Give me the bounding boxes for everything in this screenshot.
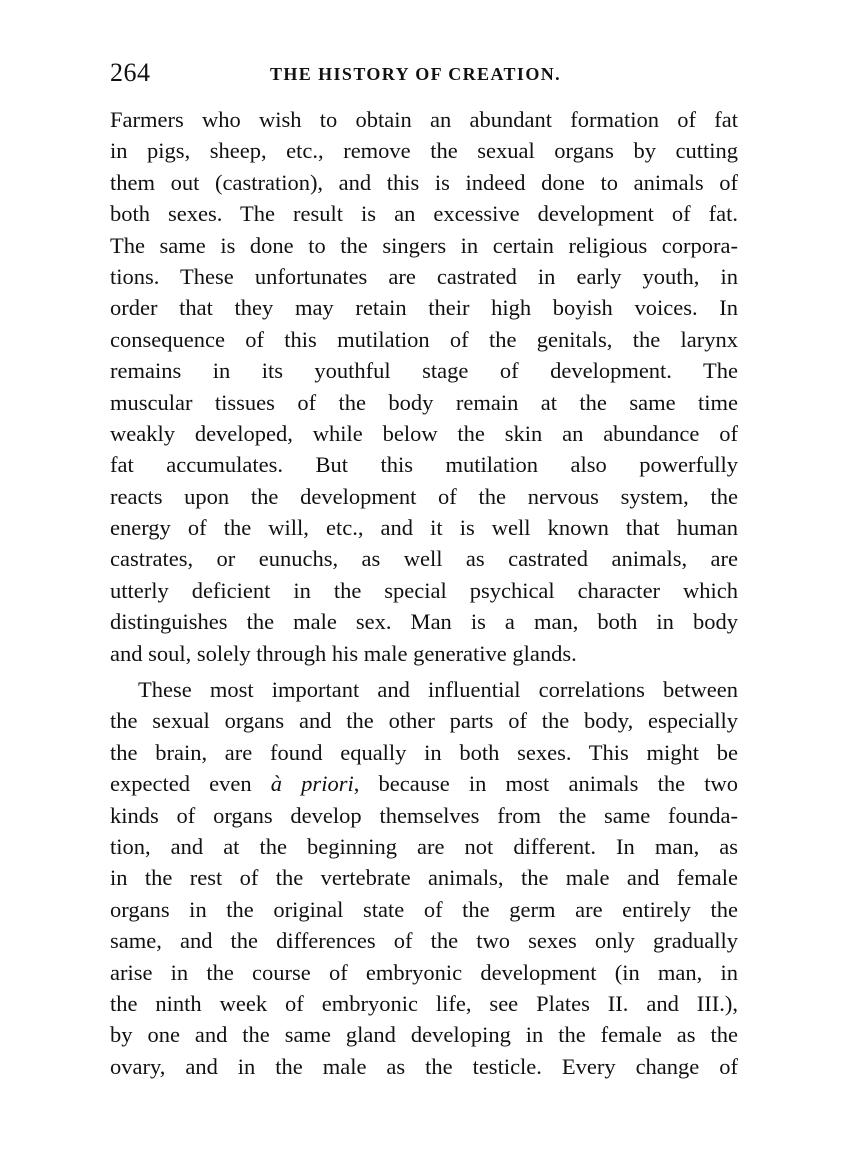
text-line: utterly deficient in the special psychical character which: [110, 577, 738, 603]
text-line: the ninth week of embryonic life, see Plates II. and III.),: [110, 990, 738, 1016]
text-line: ovary, and in the male as the testicle. Every change of: [110, 1053, 738, 1079]
text-line: These most important and influential correlations between: [138, 677, 738, 703]
page-number: 264: [110, 58, 151, 87]
text-line: tions. These unfortunates are castrated in early youth, in: [110, 263, 738, 289]
text-line: organs in the original state of the germ are entirely the: [110, 896, 738, 922]
text-line: fat accumulates. But this mutilation also powerfully: [110, 452, 738, 478]
text-line: castrates, or eunuchs, as well as castrated animals, are: [110, 546, 738, 572]
text-line: energy of the will, etc., and it is well known that human: [110, 515, 738, 541]
running-head: [110, 58, 738, 88]
text-line: consequence of this mutilation of the genitals, the larynx: [110, 326, 738, 352]
italic-phrase: à priori: [270, 771, 354, 797]
body-text: [110, 104, 738, 1082]
text-line: in the rest of the vertebrate animals, the male and female: [110, 865, 738, 891]
text-line: weakly developed, while below the skin an abundance of: [110, 420, 738, 446]
text-line: arise in the course of embryonic development (in man, in: [110, 959, 738, 985]
running-title: THE HISTORY OF CREATION.: [270, 64, 562, 84]
text-line: the brain, are found equally in both sexes. This might be: [110, 739, 738, 765]
text-line: by one and the same gland developing in the female as the: [110, 1022, 738, 1048]
paragraph-2: [110, 674, 738, 1082]
text-line: same, and the differences of the two sexes only gradually: [110, 928, 738, 954]
text-line: them out (castration), and this is indeed done to animals of: [110, 169, 738, 195]
text-line: expected even à priori, because in most animals the two: [110, 771, 739, 797]
text-line: remains in its youthful stage of development. The: [110, 358, 738, 384]
text-line: both sexes. The result is an excessive development of fat.: [110, 201, 738, 227]
paragraph-1: [110, 104, 738, 669]
text-line: Farmers who wish to obtain an abundant formation of fat: [110, 107, 738, 132]
text-line: The same is done to the singers in certain religious corpora-: [110, 232, 738, 258]
text-line: tion, and at the beginning are not different. In man, as: [110, 833, 738, 859]
text-line: order that they may retain their high boyish voices. In: [110, 295, 738, 321]
text-line: reacts upon the development of the nervous system, the: [110, 483, 738, 509]
text-line: muscular tissues of the body remain at the same time: [110, 389, 738, 415]
text-line: in pigs, sheep, etc., remove the sexual organs by cutting: [110, 138, 738, 164]
text-line: distinguishes the male sex. Man is a man, both in body: [110, 609, 738, 635]
text-line: kinds of organs develop themselves from the same founda-: [110, 802, 738, 828]
text-line: and soul, solely through his male generative glands.: [110, 640, 577, 666]
text-line: the sexual organs and the other parts of the body, especially: [110, 708, 738, 734]
